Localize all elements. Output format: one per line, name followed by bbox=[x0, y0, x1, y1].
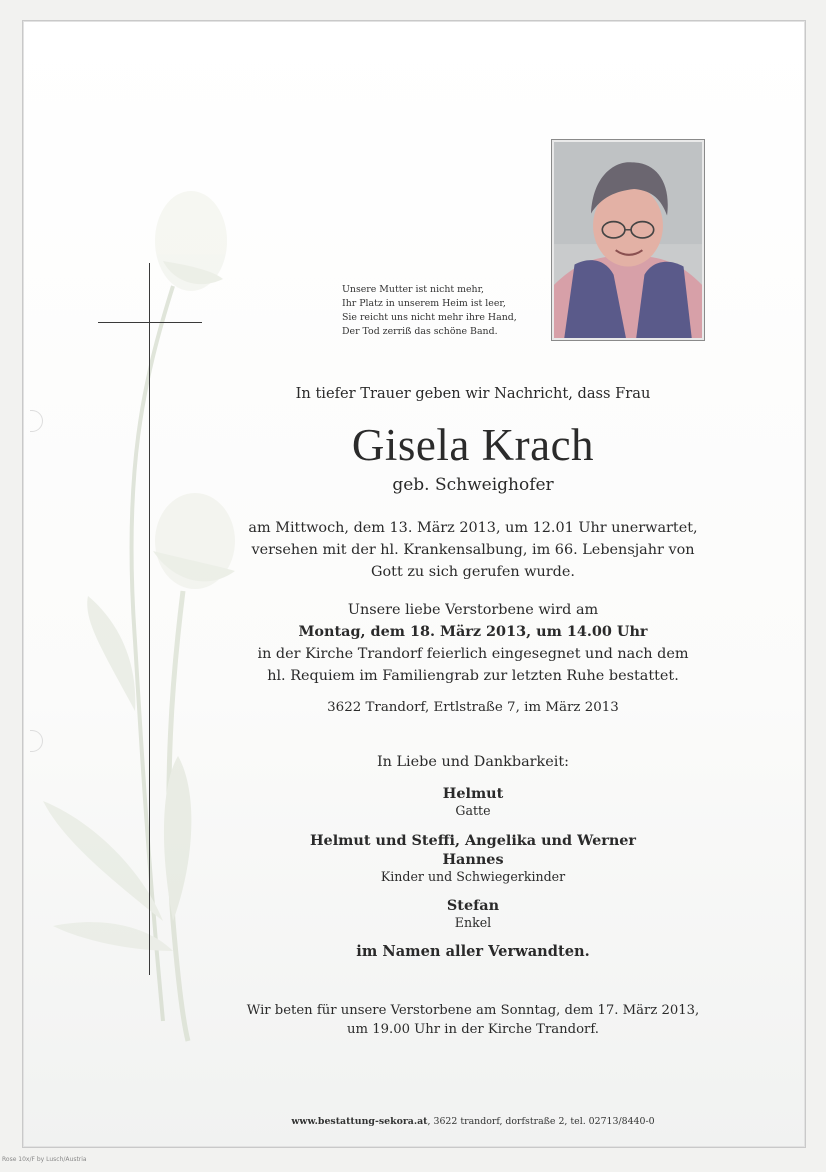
poem-line: Der Tod zerriß das schöne Band. bbox=[342, 326, 498, 337]
poem-line: Unsere Mutter ist nicht mehr, bbox=[342, 284, 485, 295]
funeral-line: hl. Requiem im Familiengrab zur letzten Ruhe bestattet. bbox=[267, 668, 679, 684]
children-names: Helmut und Steffi, Angelika und Werner bbox=[309, 832, 637, 849]
grandchild-role: Enkel bbox=[454, 915, 492, 930]
mourner-spouse bbox=[243, 785, 703, 819]
poem-line: Ihr Platz in unserem Heim ist leer, bbox=[342, 298, 506, 309]
intro-text: In tiefer Trauer geben wir Nachricht, dass Frau bbox=[295, 385, 651, 402]
print-credit: Rose 10x/F by Lusch/Austria bbox=[2, 1156, 87, 1163]
rosary-line: Wir beten für unsere Verstorbene am Sonntag, dem 17. März 2013, bbox=[246, 1003, 700, 1018]
portrait-photo bbox=[551, 139, 705, 341]
mourner-grandchild bbox=[243, 897, 703, 931]
funeral-line: in der Kirche Trandorf feierlich eingesegnet und nach dem bbox=[257, 646, 689, 662]
memorial-poem bbox=[342, 283, 542, 339]
spouse-name: Helmut bbox=[442, 785, 504, 802]
closing-line: im Namen aller Verwandten. bbox=[356, 943, 590, 960]
maiden-name: geb. Schweighofer bbox=[392, 475, 554, 495]
death-notice-line: am Mittwoch, dem 13. März 2013, um 12.01 Uhr unerwartet, bbox=[248, 520, 698, 536]
rosary-notice bbox=[243, 1001, 703, 1039]
cross-horizontal-bar bbox=[98, 322, 202, 323]
funeral-notice bbox=[243, 599, 703, 687]
death-notice bbox=[243, 517, 703, 583]
footer-website: www.bestattung-sekora.at bbox=[291, 1116, 428, 1127]
grandchild-name: Stefan bbox=[446, 897, 500, 914]
rosary-line: um 19.00 Uhr in der Kirche Trandorf. bbox=[347, 1022, 599, 1037]
deceased-name: Gisela Krach bbox=[351, 420, 595, 470]
children-role: Kinder und Schwiegerkinder bbox=[380, 869, 566, 884]
mourner-children bbox=[243, 831, 703, 885]
obituary-page bbox=[22, 20, 806, 1148]
funeral-line: Unsere liebe Verstorbene wird am bbox=[347, 602, 599, 618]
cross-vertical-bar bbox=[149, 263, 150, 975]
footer-contact: , 3622 trandorf, dorfstraße 2, tel. 02713/8440-0 bbox=[427, 1116, 655, 1127]
footer bbox=[243, 1116, 703, 1127]
poem-line: Sie reicht uns nicht mehr ihre Hand, bbox=[342, 312, 517, 323]
thanks-line: In Liebe und Dankbarkeit: bbox=[376, 754, 570, 770]
children-names-2: Hannes bbox=[442, 851, 504, 868]
death-notice-line: Gott zu sich gerufen wurde. bbox=[371, 564, 575, 580]
address-line: 3622 Trandorf, Ertlstraße 7, im März 2013 bbox=[327, 700, 619, 715]
spouse-role: Gatte bbox=[455, 803, 491, 818]
rose-illustration bbox=[23, 21, 283, 1147]
death-notice-line: versehen mit der hl. Krankensalbung, im 66. Lebensjahr von bbox=[251, 542, 695, 558]
funeral-date: Montag, dem 18. März 2013, um 14.00 Uhr bbox=[298, 623, 648, 640]
